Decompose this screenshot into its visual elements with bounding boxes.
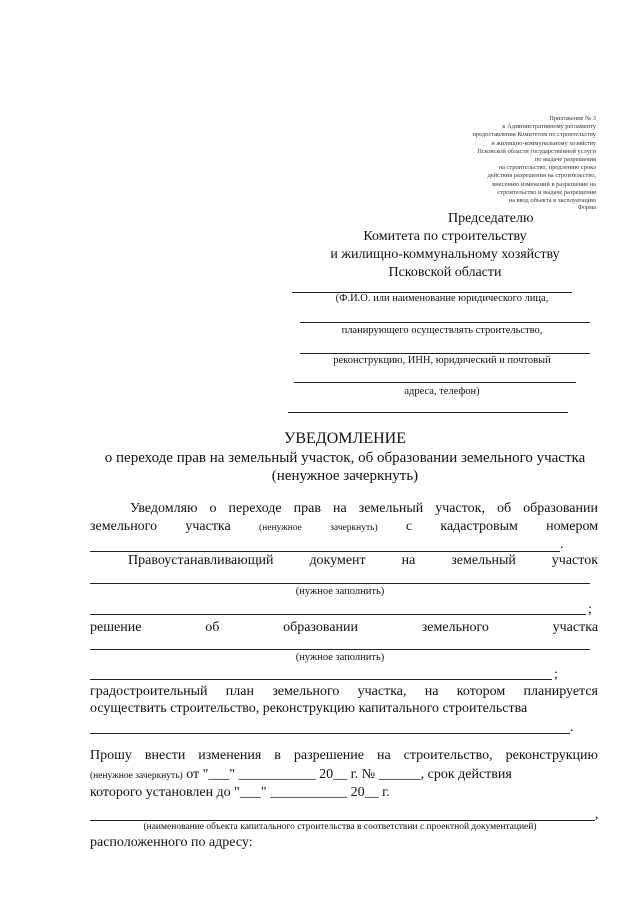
fill-line[interactable] [90, 679, 552, 680]
body-word: участка [552, 620, 599, 635]
fill-line[interactable] [90, 583, 590, 584]
addressee-line: Комитета по строительству [363, 229, 527, 244]
addressee-hint: (Ф.И.О. или наименование юридического лица, [335, 293, 549, 304]
body-text: расположенного по адресу: [90, 835, 253, 850]
addressee-hint: планирующего осуществлять строительство, [341, 325, 543, 336]
body-word: от "___" ___________ 20__ г. № ______, срок действия [182, 767, 512, 782]
form-label: Форма [577, 204, 596, 211]
appendix-line: по выдаче разрешения [534, 156, 596, 164]
body-word: земельного [90, 519, 158, 534]
body-word: участка [185, 519, 231, 534]
body-text-row [90, 620, 598, 636]
body-word: участок [551, 553, 599, 568]
fill-line[interactable] [294, 382, 576, 383]
addressee-hint: адреса, телефон) [404, 386, 480, 397]
fill-line[interactable] [288, 412, 568, 413]
addressee-line: Псковской области [388, 265, 502, 280]
body-word: земельного [421, 620, 489, 635]
body-text: осуществить строительство, реконструкцию капитального строительства [90, 701, 528, 716]
body-text-row [90, 767, 512, 783]
fill-hint: (нужное заполнить) [295, 652, 385, 663]
body-word: на [401, 553, 416, 568]
cadastral-number-line[interactable] [90, 551, 560, 552]
body-word: земельный [451, 553, 516, 568]
addressee-line: Председателю [448, 211, 534, 226]
body-text: которого установлен до "___" ___________ 20__ г. [90, 785, 390, 800]
body-text: градостроительный план земельного участка, на котором планируется [90, 684, 598, 699]
appendix-line: предоставления Комитетом по строительству [472, 131, 596, 139]
object-name-line[interactable] [90, 820, 595, 821]
period: . [570, 720, 574, 735]
body-word: номером [546, 519, 599, 534]
body-word: об [205, 620, 220, 635]
appendix-line: на строительство, продлению срока [498, 164, 596, 172]
appendix-line: Псковской области государственной услуги [477, 147, 596, 155]
body-word: с [405, 519, 413, 534]
appendix-line: и жилищно-коммунальному хозяйству [491, 139, 596, 147]
body-word: решение [90, 620, 142, 635]
body-note: зачеркнуть) [330, 523, 378, 533]
semicolon: ; [588, 602, 592, 617]
appendix-line: внесению изменений в разрешение на [492, 180, 596, 188]
fill-line[interactable] [90, 649, 590, 650]
body-word: кадастровым [440, 519, 518, 534]
appendix-line: к Административному регламенту [502, 123, 596, 131]
document-subtitle: о переходе прав на земельный участок, об образовании земельного участка [104, 450, 586, 466]
fill-line[interactable] [90, 614, 586, 615]
appendix-line: Приложение № 3 [549, 115, 596, 122]
body-note: (ненужное зачеркнуть) [90, 771, 183, 781]
appendix-line: строительство и выдаче разрешения [497, 188, 596, 196]
body-text-row [128, 553, 598, 569]
appendix-block [396, 115, 596, 205]
fill-line[interactable] [300, 353, 590, 354]
period: . [560, 537, 564, 552]
fill-hint: (нужное заполнить) [295, 586, 385, 597]
document-title: УВЕДОМЛЕНИЕ [284, 430, 406, 447]
appendix-line: действия разрешения на строительство, [487, 172, 596, 180]
document-subtitle-note: (ненужное зачеркнуть) [271, 468, 419, 484]
comma: , [595, 807, 599, 822]
body-text-row [90, 519, 598, 535]
body-text: Прошу внести изменения в разрешение на строительство, реконструкцию [90, 748, 598, 763]
body-word: образовании [283, 620, 358, 635]
addressee-line: и жилищно-коммунальному хозяйству [330, 247, 560, 262]
body-note: (ненужное [259, 523, 302, 533]
body-word: Правоустанавливающий [128, 553, 274, 568]
semicolon: ; [554, 667, 558, 682]
object-hint: (наименование объекта капитального строительства в соответствии с проектной документацией) [143, 822, 537, 832]
body-word: документ [309, 553, 366, 568]
fill-line[interactable] [300, 322, 590, 323]
body-text: Уведомляю о переходе прав на земельный участок, об образовании [130, 501, 598, 516]
appendix-line: на ввод объекта в эксплуатацию [508, 197, 596, 205]
addressee-hint: реконструкцию, ИНН, юридический и почтовый [333, 355, 551, 366]
fill-line[interactable] [90, 733, 570, 734]
